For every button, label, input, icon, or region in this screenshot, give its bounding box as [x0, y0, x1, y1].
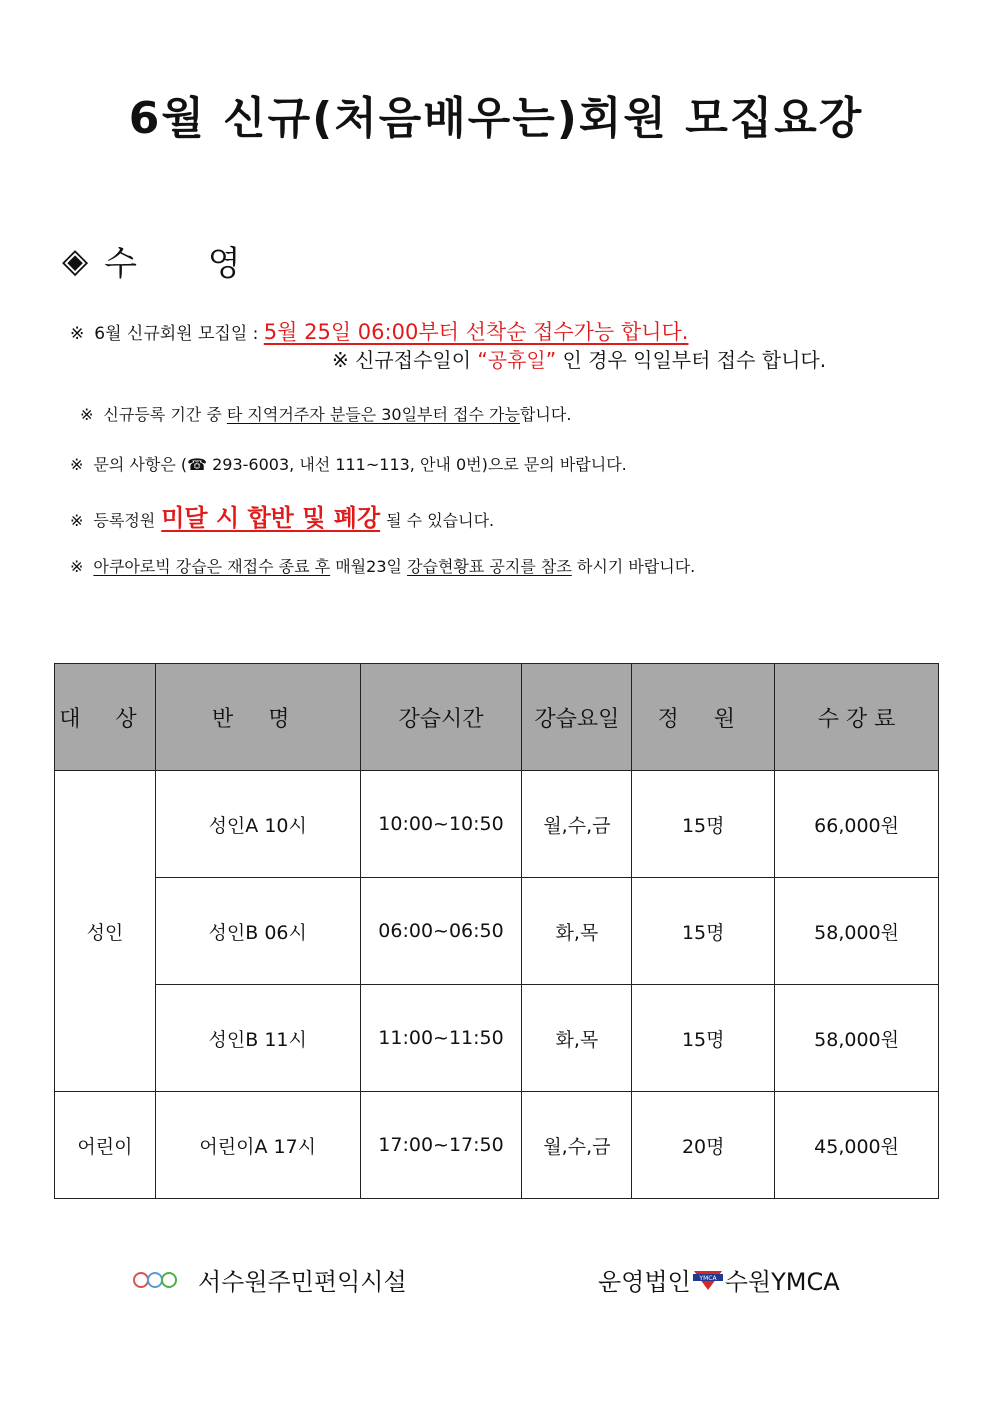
header-days: 강습요일 [522, 664, 632, 771]
operator-name: 수원YMCA [724, 1268, 840, 1296]
notice-registration-date [70, 316, 688, 346]
cell-time: 10:00~10:50 [360, 771, 522, 878]
cell-days: 화,목 [522, 985, 632, 1092]
cell-fee: 66,000원 [775, 771, 939, 878]
page-title: 6월 신규(처음배우는)회원 모집요강 [128, 93, 864, 144]
reference-mark: ※ [70, 324, 85, 344]
footer-facility [132, 1262, 407, 1297]
cell-capacity: 15명 [632, 771, 775, 878]
facility-logo-icon [132, 1267, 178, 1293]
notice-text: 신규등록 기간 중 [103, 405, 227, 424]
section-heading [62, 236, 271, 285]
notice-underline: 아쿠아로빅 강습은 재접수 종료 후 [93, 557, 331, 576]
notice-text: 될 수 있습니다. [386, 511, 495, 530]
table-row [55, 771, 939, 878]
cell-class: 성인A 10시 [155, 771, 360, 878]
notice-aquarobic [70, 554, 695, 577]
cell-time: 17:00~17:50 [360, 1092, 522, 1199]
reference-mark: ※ [80, 405, 94, 424]
reference-mark: ※ [70, 557, 84, 576]
header-class: 반 명 [155, 664, 360, 771]
notice-underline: 타 지역거주자 분들은 30일부터 접수 가능 [226, 405, 520, 424]
footer-operator [598, 1262, 840, 1297]
table-row [55, 985, 939, 1092]
notice-holiday [332, 344, 826, 373]
notice-text: 하시기 바랍니다. [571, 557, 696, 576]
cell-target: 성인 [55, 771, 156, 1092]
header-capacity: 정 원 [632, 664, 775, 771]
cell-class: 어린이A 17시 [155, 1092, 360, 1199]
notice-inquiry [70, 452, 627, 475]
cell-days: 월,수,금 [522, 771, 632, 878]
notice-other-region [80, 402, 571, 425]
cell-class: 성인B 06시 [155, 878, 360, 985]
cell-fee: 45,000원 [775, 1092, 939, 1199]
notice-text: 등록정원 [93, 511, 156, 530]
cell-days: 화,목 [522, 878, 632, 985]
operator-label: 운영법인 [598, 1268, 691, 1296]
table-row [55, 1092, 939, 1199]
notice-text: 6월 신규회원 모집일 : [94, 324, 259, 344]
header-target: 대 상 [55, 664, 156, 771]
cell-capacity: 15명 [632, 878, 775, 985]
header-time: 강습시간 [360, 664, 522, 771]
cell-target: 어린이 [55, 1092, 156, 1199]
notice-text: ※ 신규접수일이 [332, 348, 478, 372]
cell-time: 11:00~11:50 [360, 985, 522, 1092]
notice-text: 문의 사항은 (☎ 293-6003, 내선 111~113, 안내 0번)으로 문의 바랍니다. [93, 455, 627, 474]
cell-fee: 58,000원 [775, 985, 939, 1092]
notice-text: 매월23일 [330, 557, 408, 576]
reference-mark: ※ [70, 455, 84, 474]
table-row [55, 878, 939, 985]
cell-time: 06:00~06:50 [360, 878, 522, 985]
notice-red-text: “공휴일” [477, 348, 557, 372]
class-schedule-table [54, 663, 939, 1199]
ymca-logo-icon [693, 1269, 723, 1291]
table-header-row [55, 664, 939, 771]
facility-name: 서수원주민편익시설 [198, 1268, 407, 1296]
ymca-logo-text: YMCA [699, 1274, 717, 1282]
cell-days: 월,수,금 [522, 1092, 632, 1199]
cell-fee: 58,000원 [775, 878, 939, 985]
notice-underline: 강습현황표 공지를 참조 [407, 557, 572, 576]
notice-big-red: 미달 시 합반 및 폐강 [161, 504, 381, 532]
cell-capacity: 20명 [632, 1092, 775, 1199]
reference-mark: ※ [70, 511, 84, 530]
cell-capacity: 15명 [632, 985, 775, 1092]
notice-capacity [70, 498, 494, 533]
diamond-icon: ◈ [62, 240, 89, 281]
notice-text: 합니다. [519, 405, 572, 424]
header-fee: 수 강 료 [775, 664, 939, 771]
notice-text: 인 경우 익일부터 접수 합니다. [556, 348, 827, 372]
notice-highlight: 5월 25일 06:00부터 선착순 접수가능 합니다. [263, 320, 689, 344]
cell-class: 성인B 11시 [155, 985, 360, 1092]
section-label: 수 영 [104, 244, 271, 284]
